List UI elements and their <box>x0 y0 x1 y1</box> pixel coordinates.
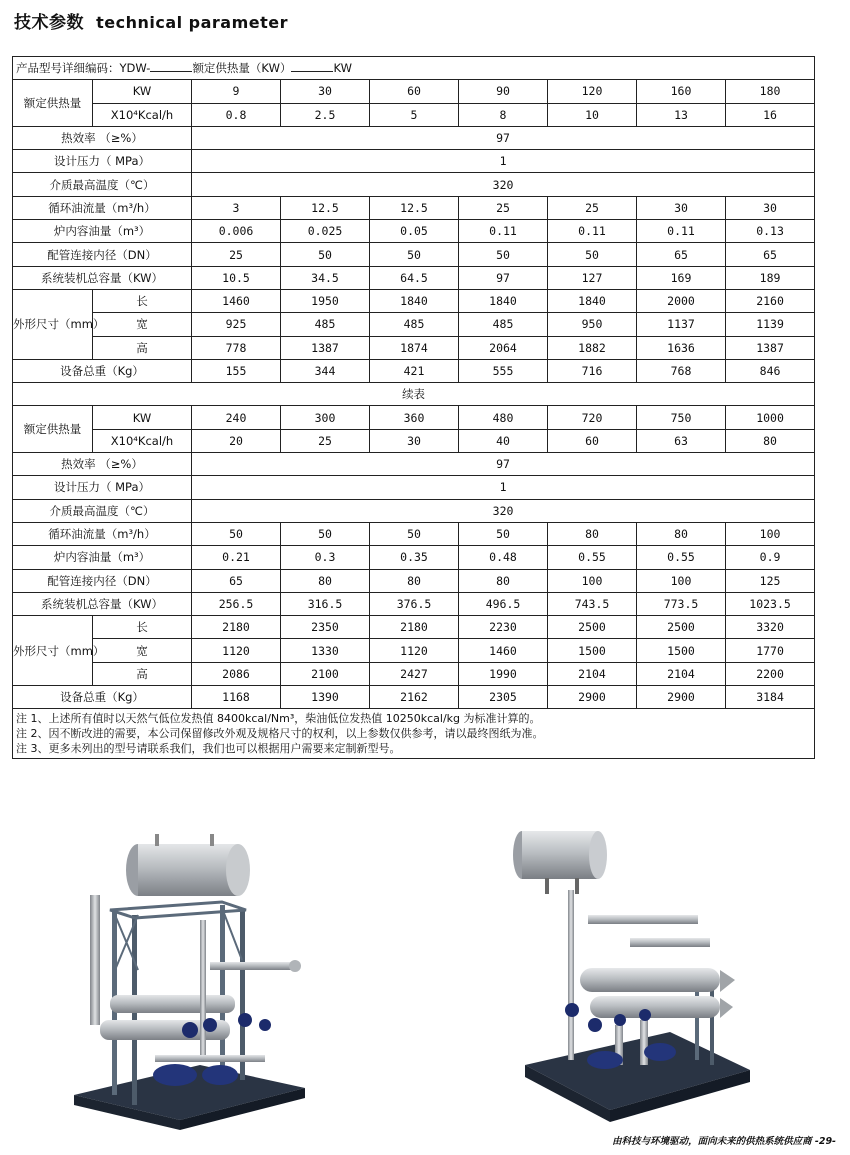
value-cell: 344 <box>281 359 370 382</box>
value-cell: 1882 <box>548 336 637 359</box>
value-cell: 50 <box>281 243 370 266</box>
value-cell: 300 <box>281 406 370 429</box>
value-cell: 720 <box>548 406 637 429</box>
oil-pump <box>202 1065 238 1085</box>
frame-post <box>220 905 225 1080</box>
oil-pump <box>644 1043 676 1061</box>
value-cell: 97 <box>459 266 548 289</box>
value-cell: 169 <box>637 266 726 289</box>
value-cell: 25 <box>192 243 281 266</box>
value-cell: 16 <box>726 103 815 126</box>
model-code-blank <box>150 61 192 72</box>
valve-icon <box>259 1019 271 1031</box>
value-cell: 2200 <box>726 662 815 685</box>
value-cell: 1874 <box>370 336 459 359</box>
value-cell: 40 <box>459 429 548 452</box>
dimensions-label: 外形尺寸（mm） <box>13 616 93 686</box>
value-cell: 10.5 <box>192 266 281 289</box>
pipe <box>640 1020 648 1065</box>
base-platform <box>525 1032 750 1110</box>
value-cell: 1390 <box>281 686 370 709</box>
page-footer <box>612 1133 836 1147</box>
value-cell: 0.35 <box>370 546 459 569</box>
pipe-diameter-label: 配管连接内径（DN） <box>13 243 192 266</box>
unit-kw-label: KW <box>93 80 192 103</box>
unit-kcal-label: X10⁴Kcal/h <box>93 429 192 452</box>
value-cell: 100 <box>726 522 815 545</box>
valve-icon <box>588 1018 602 1032</box>
value-cell: 60 <box>548 429 637 452</box>
value-cell: 50 <box>192 522 281 545</box>
value-cell: 5 <box>370 103 459 126</box>
value-cell: 2305 <box>459 686 548 709</box>
value-cell: 13 <box>637 103 726 126</box>
table2-dim-len-row <box>13 616 815 639</box>
value-cell: 2230 <box>459 616 548 639</box>
expansion-tank-body <box>522 831 598 879</box>
table2-efficiency-row <box>13 453 815 476</box>
oil-volume-label: 炉内容油量（m³） <box>13 546 192 569</box>
value-cell: 2500 <box>548 616 637 639</box>
valve-icon <box>238 1013 252 1027</box>
value-cell: 0.11 <box>548 220 637 243</box>
value-cell: 155 <box>192 359 281 382</box>
value-cell: 12.5 <box>370 196 459 219</box>
unit-kw-label: KW <box>93 406 192 429</box>
note-line: 注 1、上述所有值时以天然气低位发热值 8400kcal/Nm³，柴油低位发热值 10250kcal/kg 为标准计算的。 <box>16 712 541 726</box>
value-cell: 1120 <box>192 639 281 662</box>
value-cell: 846 <box>726 359 815 382</box>
value-cell: 1387 <box>726 336 815 359</box>
value-cell: 2160 <box>726 289 815 312</box>
table2-rated-kcal-row <box>13 429 815 452</box>
unit-kcal-label: X10⁴Kcal/h <box>93 103 192 126</box>
expansion-tank-end <box>226 844 250 896</box>
weight-label: 设备总重（Kg） <box>13 359 192 382</box>
tank-support <box>575 878 579 894</box>
value-cell: 1950 <box>281 289 370 312</box>
table1-flow-row <box>13 196 815 219</box>
temp-label: 介质最高温度（℃） <box>13 173 192 196</box>
value-cell: 496.5 <box>459 592 548 615</box>
temp-label: 介质最高温度（℃） <box>13 499 192 522</box>
table2-pipe-row <box>13 569 815 592</box>
value-cell: 12.5 <box>281 196 370 219</box>
table1-pressure-row <box>13 150 815 173</box>
value-cell: 0.3 <box>281 546 370 569</box>
dimensions-label: 外形尺寸（mm） <box>13 289 93 359</box>
notes-cell <box>13 709 815 759</box>
value-cell: 1840 <box>370 289 459 312</box>
model-code-suffix: KW <box>333 61 352 76</box>
value-cell: 0.9 <box>726 546 815 569</box>
value-cell: 127 <box>548 266 637 289</box>
dim-length-label: 长 <box>93 616 192 639</box>
value-cell: 125 <box>726 569 815 592</box>
value-cell: 0.48 <box>459 546 548 569</box>
capacity-label: 系统装机总容量（KW） <box>13 592 192 615</box>
value-cell: 950 <box>548 313 637 336</box>
note-line: 注 2、因不断改进的需要，本公司保留修改外观及规格尺寸的权利，以上参数仅供参考，请以最终图纸为准。 <box>16 727 544 741</box>
value-cell: 2104 <box>637 662 726 685</box>
value-cell: 65 <box>192 569 281 592</box>
value-cell: 240 <box>192 406 281 429</box>
table1-capacity-row <box>13 266 815 289</box>
value-cell: 320 <box>192 173 815 196</box>
notes-row <box>13 709 815 759</box>
model-code-prefix: 产品型号详细编码：YDW- <box>16 61 151 76</box>
value-cell: 421 <box>370 359 459 382</box>
pipe <box>200 920 206 1060</box>
value-cell: 34.5 <box>281 266 370 289</box>
value-cell: 716 <box>548 359 637 382</box>
value-cell: 0.13 <box>726 220 815 243</box>
value-cell: 360 <box>370 406 459 429</box>
value-cell: 0.006 <box>192 220 281 243</box>
value-cell: 2086 <box>192 662 281 685</box>
value-cell: 50 <box>370 522 459 545</box>
value-cell: 0.55 <box>548 546 637 569</box>
pipe <box>588 915 698 924</box>
table2-rated-kw-row <box>13 406 815 429</box>
value-cell: 0.025 <box>281 220 370 243</box>
value-cell: 2500 <box>637 616 726 639</box>
value-cell: 10 <box>548 103 637 126</box>
table1-dim-wid-row <box>13 313 815 336</box>
valve-icon <box>639 1009 651 1021</box>
pipe <box>210 962 295 970</box>
value-cell: 50 <box>370 243 459 266</box>
pipe <box>568 890 574 1060</box>
pipe-flange <box>289 960 301 972</box>
rated-heat-label: 额定供热量 <box>13 406 93 453</box>
value-cell: 2.5 <box>281 103 370 126</box>
header-row <box>13 57 815 80</box>
footer-slogan: 由科技与环境驱动，面向未来的供热系统供应商 <box>612 1136 812 1147</box>
value-cell: 2427 <box>370 662 459 685</box>
value-cell: 485 <box>281 313 370 336</box>
oil-pump <box>153 1064 197 1086</box>
value-cell: 80 <box>548 522 637 545</box>
value-cell: 1460 <box>459 639 548 662</box>
tank-nozzle <box>210 834 214 846</box>
value-cell: 555 <box>459 359 548 382</box>
value-cell: 2064 <box>459 336 548 359</box>
value-cell: 485 <box>459 313 548 336</box>
value-cell: 1840 <box>459 289 548 312</box>
dim-width-label: 宽 <box>93 639 192 662</box>
oil-volume-label: 炉内容油量（m³） <box>13 220 192 243</box>
value-cell: 80 <box>726 429 815 452</box>
value-cell: 778 <box>192 336 281 359</box>
value-cell: 9 <box>192 80 281 103</box>
value-cell: 3184 <box>726 686 815 709</box>
pipe <box>630 938 710 947</box>
weight-label: 设备总重（Kg） <box>13 686 192 709</box>
valve-icon <box>182 1022 198 1038</box>
heat-exchanger <box>590 996 720 1018</box>
value-cell: 1840 <box>548 289 637 312</box>
continued-row <box>13 383 815 406</box>
value-cell: 80 <box>370 569 459 592</box>
table1-dim-len-row <box>13 289 815 312</box>
table1-temp-row <box>13 173 815 196</box>
value-cell: 3 <box>192 196 281 219</box>
pipe <box>155 1055 265 1062</box>
value-cell: 2350 <box>281 616 370 639</box>
value-cell: 480 <box>459 406 548 429</box>
dim-height-label: 高 <box>93 662 192 685</box>
value-cell: 1023.5 <box>726 592 815 615</box>
value-cell: 1990 <box>459 662 548 685</box>
value-cell: 97 <box>192 453 815 476</box>
heater-skid-illustration-left <box>60 820 320 1140</box>
value-cell: 65 <box>726 243 815 266</box>
value-cell: 0.11 <box>637 220 726 243</box>
table1-rated-kw-row <box>13 80 815 103</box>
efficiency-label: 热效率 （≥%） <box>13 453 192 476</box>
value-cell: 1 <box>192 150 815 173</box>
value-cell: 1636 <box>637 336 726 359</box>
dim-length-label: 长 <box>93 289 192 312</box>
table1-oil-row <box>13 220 815 243</box>
table1-efficiency-row <box>13 126 815 149</box>
value-cell: 2900 <box>548 686 637 709</box>
value-cell: 1770 <box>726 639 815 662</box>
value-cell: 50 <box>459 522 548 545</box>
value-cell: 3320 <box>726 616 815 639</box>
value-cell: 1330 <box>281 639 370 662</box>
value-cell: 0.55 <box>637 546 726 569</box>
heat-exchanger <box>110 995 235 1013</box>
value-cell: 320 <box>192 499 815 522</box>
value-cell: 30 <box>726 196 815 219</box>
tank-nozzle <box>155 834 159 846</box>
value-cell: 256.5 <box>192 592 281 615</box>
value-cell: 160 <box>637 80 726 103</box>
value-cell: 1460 <box>192 289 281 312</box>
cone-end <box>720 970 735 992</box>
table1-dim-hei-row <box>13 336 815 359</box>
table1-weight-row <box>13 359 815 382</box>
value-cell: 100 <box>548 569 637 592</box>
value-cell: 65 <box>637 243 726 266</box>
value-cell: 2000 <box>637 289 726 312</box>
table2-dim-wid-row <box>13 639 815 662</box>
value-cell: 2900 <box>637 686 726 709</box>
page-number: -29- <box>814 1136 836 1147</box>
expansion-tank-body <box>138 844 238 896</box>
model-code-header <box>13 57 815 80</box>
value-cell: 316.5 <box>281 592 370 615</box>
value-cell: 1139 <box>726 313 815 336</box>
value-cell: 2104 <box>548 662 637 685</box>
value-cell: 80 <box>637 522 726 545</box>
heater-skid-illustration-right <box>520 820 755 1130</box>
value-cell: 0.21 <box>192 546 281 569</box>
spec-table <box>12 56 815 759</box>
value-cell: 2100 <box>281 662 370 685</box>
value-cell: 20 <box>192 429 281 452</box>
table1-pipe-row <box>13 243 815 266</box>
page-title-cn: 技术参数 <box>14 13 84 33</box>
dim-height-label: 高 <box>93 336 192 359</box>
value-cell: 0.05 <box>370 220 459 243</box>
value-cell: 97 <box>192 126 815 149</box>
value-cell: 485 <box>370 313 459 336</box>
value-cell: 743.5 <box>548 592 637 615</box>
value-cell: 1500 <box>637 639 726 662</box>
table2-weight-row <box>13 686 815 709</box>
value-cell: 1137 <box>637 313 726 336</box>
value-cell: 768 <box>637 359 726 382</box>
efficiency-label: 热效率 （≥%） <box>13 126 192 149</box>
valve-icon <box>565 1003 579 1017</box>
table2-dim-hei-row <box>13 662 815 685</box>
value-cell: 63 <box>637 429 726 452</box>
value-cell: 1500 <box>548 639 637 662</box>
model-code-blank <box>291 61 333 72</box>
value-cell: 1168 <box>192 686 281 709</box>
pressure-label: 设计压力（ MPa） <box>13 476 192 499</box>
table2-flow-row <box>13 522 815 545</box>
value-cell: 180 <box>726 80 815 103</box>
cone-end <box>720 998 733 1018</box>
value-cell: 30 <box>637 196 726 219</box>
page-title-en: technical parameter <box>96 13 289 32</box>
value-cell: 30 <box>281 80 370 103</box>
oil-pump <box>587 1051 623 1069</box>
page-title <box>14 8 288 33</box>
table2-oil-row <box>13 546 815 569</box>
model-code-mid: 额定供热量（KW） <box>192 61 292 76</box>
flow-label: 循环油流量（m³/h） <box>13 522 192 545</box>
value-cell: 750 <box>637 406 726 429</box>
heat-exchanger <box>580 968 720 992</box>
value-cell: 1387 <box>281 336 370 359</box>
value-cell: 2162 <box>370 686 459 709</box>
value-cell: 1000 <box>726 406 815 429</box>
value-cell: 0.8 <box>192 103 281 126</box>
expansion-tank-end <box>589 831 607 879</box>
chimney <box>90 895 100 1025</box>
table2-capacity-row <box>13 592 815 615</box>
value-cell: 1120 <box>370 639 459 662</box>
value-cell: 25 <box>459 196 548 219</box>
value-cell: 189 <box>726 266 815 289</box>
valve-icon <box>614 1014 626 1026</box>
spec-table-body <box>13 57 815 759</box>
value-cell: 120 <box>548 80 637 103</box>
value-cell: 925 <box>192 313 281 336</box>
value-cell: 90 <box>459 80 548 103</box>
table1-rated-kcal-row <box>13 103 815 126</box>
value-cell: 50 <box>459 243 548 266</box>
value-cell: 60 <box>370 80 459 103</box>
frame-post <box>240 910 245 1080</box>
table2-pressure-row <box>13 476 815 499</box>
value-cell: 773.5 <box>637 592 726 615</box>
value-cell: 376.5 <box>370 592 459 615</box>
continued-label: 续表 <box>13 383 815 406</box>
value-cell: 50 <box>281 522 370 545</box>
valve-icon <box>203 1018 217 1032</box>
value-cell: 80 <box>281 569 370 592</box>
value-cell: 25 <box>281 429 370 452</box>
note-line: 注 3、更多未列出的型号请联系我们，我们也可以根据用户需要来定制新型号。 <box>16 742 401 756</box>
pressure-label: 设计压力（ MPa） <box>13 150 192 173</box>
value-cell: 100 <box>637 569 726 592</box>
value-cell: 50 <box>548 243 637 266</box>
frame-post <box>710 980 714 1065</box>
flow-label: 循环油流量（m³/h） <box>13 196 192 219</box>
table2-temp-row <box>13 499 815 522</box>
value-cell: 80 <box>459 569 548 592</box>
value-cell: 2180 <box>370 616 459 639</box>
value-cell: 25 <box>548 196 637 219</box>
rated-heat-label: 额定供热量 <box>13 80 93 127</box>
capacity-label: 系统装机总容量（KW） <box>13 266 192 289</box>
tank-support <box>545 878 549 894</box>
value-cell: 2180 <box>192 616 281 639</box>
value-cell: 64.5 <box>370 266 459 289</box>
pipe-diameter-label: 配管连接内径（DN） <box>13 569 192 592</box>
value-cell: 0.11 <box>459 220 548 243</box>
value-cell: 8 <box>459 103 548 126</box>
dim-width-label: 宽 <box>93 313 192 336</box>
value-cell: 1 <box>192 476 815 499</box>
value-cell: 30 <box>370 429 459 452</box>
